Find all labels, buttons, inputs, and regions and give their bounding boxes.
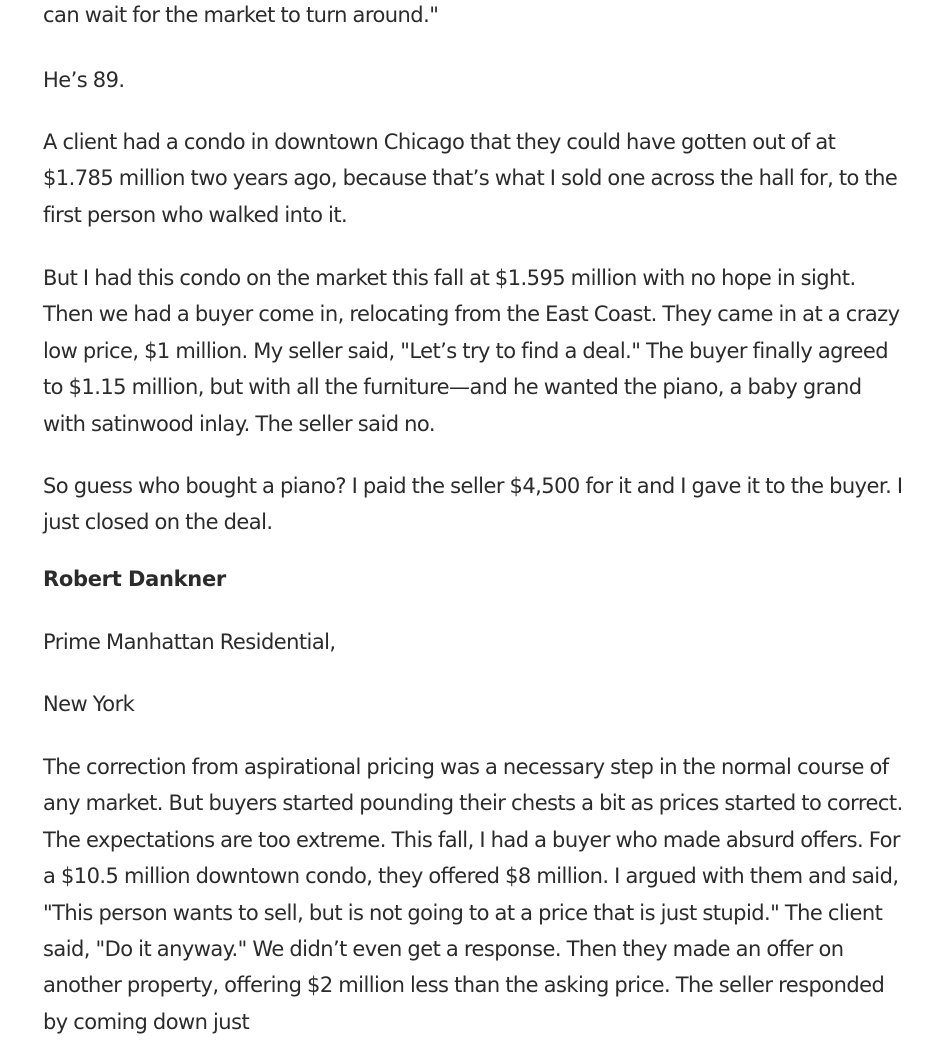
speaker-company: Prime Manhattan Residential, [43, 630, 336, 654]
paragraph-intro-quote-end: can wait for the market to turn around." [43, 3, 439, 27]
paragraph-bought-piano: So guess who bought a piano? I paid the seller $4,500 for it and I gave it to the buyer. I just closed on the deal. [43, 474, 903, 535]
paragraph-age: He’s 89. [43, 68, 125, 92]
speaker-name: Robert Dankner [43, 567, 226, 591]
paragraph-piano-deal: But I had this condo on the market this fall at $1.595 million with no hope in sight. Then we had a buyer come in, relocating from the East Coast. They came in at a crazy low price, $1 million. My seller said, "Let’s try to find a deal." The buyer finally agreed to $1.15 million, but with all the furniture—and he wanted the piano, a baby grand with satinwood inlay. The seller said no. [43, 266, 900, 436]
paragraph-chicago-condo: A client had a condo in downtown Chicago that they could have gotten out of at $1.785 million two years ago, because that’s what I sold one across the hall for, to the first person who walked into it. [43, 130, 898, 227]
paragraph-market-correction: The correction from aspirational pricing was a necessary step in the normal course of any market. But buyers started pounding their chests a bit as prices started to correct. The expectations are too extreme. This fall, I had a buyer who made absurd offers. For a $10.5 million downtown condo, they offered $8 million. I argued with them and said, "This person wants to sell, but is not going to at a price that is just stupid." The client said, "Do it anyway." We didn’t even get a response. Then they made an offer on another property, offering $2 million less than the asking price. The seller responded by coming down just [43, 755, 903, 1034]
speaker-location: New York [43, 692, 135, 716]
